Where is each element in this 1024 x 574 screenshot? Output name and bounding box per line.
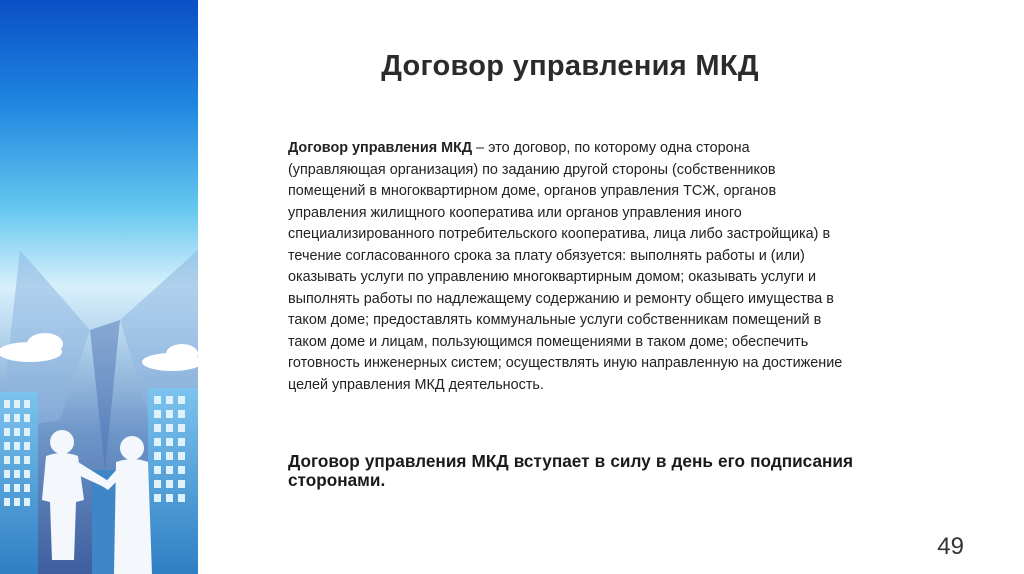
city-handshake-illustration [0, 0, 198, 574]
definition-paragraph [288, 138, 848, 396]
definition-term: Договор управления МКД [288, 140, 473, 156]
definition-text: – это договор, по которому одна сторона (управляющая организация) по заданию другой стороны (собственников помещений в многоквартирном доме, органов управления ТСЖ, органов управления жилищного кооператива или органов управления иного специализированного потребительского кооператива, лица либо застройщика) в течение согласованного срока за плату обязуется: выполнять работы и (или) оказывать услуги по управлению многоквартирным домом; оказывать услуги и выполнять работы по надлежащему содержанию и ремонту общего имущества в таком доме; предоставлять коммунальные услуги собственникам помещений в таком доме и лицам, пользующимся помещениями в таком доме; обеспечить готовность инженерных систем; осуществлять иную направленную на достижение целей управления МКД деятельность. [288, 140, 843, 393]
page-number: 49 [937, 533, 964, 560]
effect-statement: Договор управления МКД вступает в силу в день его подписания сторонами. [288, 451, 853, 490]
slide-title: Договор управления МКД [381, 50, 759, 82]
